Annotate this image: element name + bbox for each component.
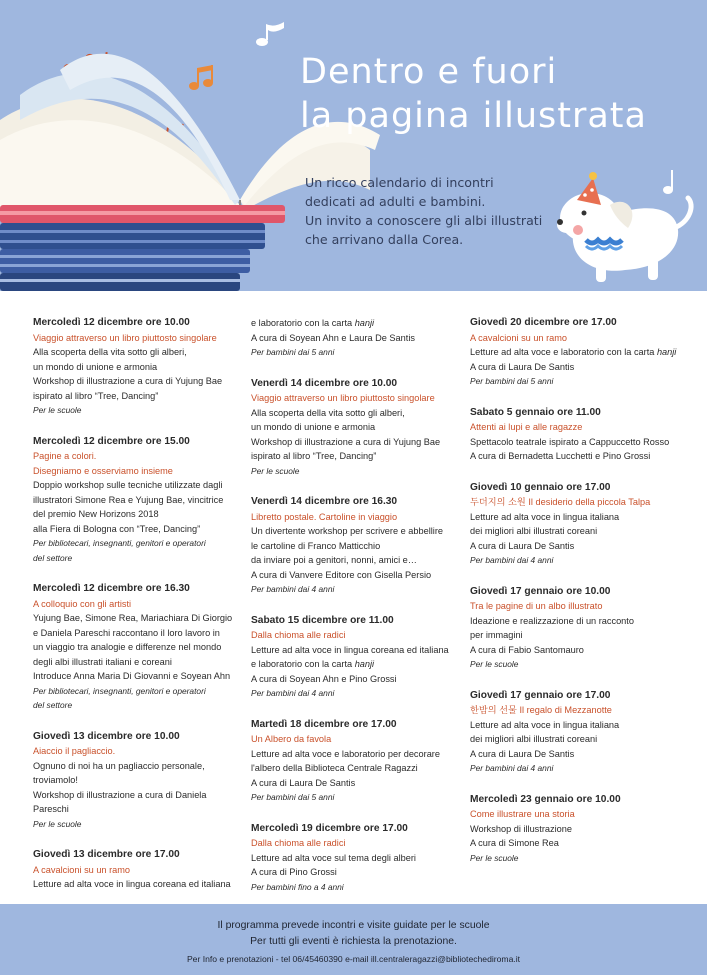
event-entry (33, 316, 243, 418)
event-description: del premio New Horizons 2018 (33, 509, 159, 519)
event-entry (251, 316, 461, 360)
event-description: Workshop di illustrazione a cura di Yujung Bae (251, 436, 441, 447)
event-description: un mondo di unione e armonia (33, 361, 158, 372)
event-description: Alla scoperta della vita sotto gli alberi, (251, 407, 405, 418)
event-audience: Per bambini dai 4 anni (470, 555, 554, 565)
book-stack-icon (0, 205, 285, 291)
intro-line: che arrivano dalla Corea. (305, 232, 464, 247)
music-note-icon (256, 22, 284, 46)
italic-term: hanji (354, 659, 375, 669)
event-description: ispirato al libro “Tree, Dancing” (33, 390, 159, 401)
footer-banner (0, 904, 707, 975)
event-description: ispirato al libro “Tree, Dancing” (251, 451, 377, 461)
program-column (251, 316, 461, 911)
event-date: Mercoledì 12 dicembre ore 16.30 (33, 583, 190, 594)
event-description: dei migliori albi illustrati coreani (470, 526, 598, 536)
event-title: Aiaccio il pagliaccio. (33, 746, 116, 756)
event-audience: Per le scuole (33, 818, 82, 829)
event-title: Viaggio attraverso un libro piuttosto singolare (33, 332, 217, 343)
event-entry (470, 481, 685, 568)
footer-booking-note: Per tutti gli eventi è richiesta la prenotazione. (250, 936, 457, 947)
event-title: Attenti ai lupi e alle ragazze (470, 422, 583, 432)
event-description: troviamolo! (33, 775, 78, 785)
event-audience: Per bambini dai 4 anni (470, 763, 554, 773)
event-audience: Per bambini fino a 4 anni (251, 881, 344, 892)
event-audience: Per bambini dai 4 anni (251, 688, 335, 698)
event-description: Letture ad alta voce in lingua italiana (470, 719, 620, 730)
event-description: A cura di Laura De Santis (470, 748, 575, 759)
event-description: Letture ad alta voce in lingua coreana ed italiana (33, 879, 231, 889)
event-description: Pareschi (33, 804, 69, 814)
italic-term: hanji (354, 318, 375, 328)
event-entry (251, 718, 461, 805)
title-line: Dentro e fuori (300, 52, 558, 92)
event-date: Venerdì 14 dicembre ore 16.30 (251, 496, 398, 507)
event-description: A cura di Soyean Ahn e Pino Grossi (251, 673, 397, 684)
event-date: Sabato 15 dicembre ore 11.00 (251, 614, 394, 626)
event-title: Pagine a colori. (33, 451, 97, 461)
event-entry (470, 689, 685, 776)
event-description: Workshop di illustrazione a cura di Yujung Bae (33, 376, 223, 386)
event-title: Disegniamo e osserviamo insieme (33, 465, 173, 476)
event-audience: Per le scuole (470, 659, 519, 669)
event-date: Venerdì 14 dicembre ore 10.00 (251, 377, 398, 389)
event-description: e laboratorio con la carta hanji (251, 318, 375, 328)
event-description: degli albi illustrati italiani e coreani (33, 656, 172, 667)
event-description: Un divertente workshop per scrivere e abbellire (251, 526, 444, 536)
program-column (33, 316, 243, 909)
event-entry (470, 316, 685, 389)
event-entry (33, 582, 243, 713)
event-audience: Per bibliotecari, insegnanti, genitori e operatori (33, 685, 206, 696)
event-date: Sabato 5 gennaio ore 11.00 (470, 406, 601, 418)
event-description: Ideazione e realizzazione di un racconto (470, 615, 634, 626)
event-title: Dalla chioma alle radici (251, 630, 346, 640)
event-description: Yujung Bae, Simone Rea, Mariachiara Di Giorgio (33, 613, 233, 623)
event-audience: Per le scuole (251, 465, 300, 476)
event-audience: Per le scuole (470, 852, 519, 863)
event-entry (470, 793, 685, 866)
event-entry (33, 730, 243, 832)
program-column (470, 316, 685, 882)
title-line: la pagina illustrata (300, 96, 647, 136)
event-audience: del settore (33, 700, 73, 710)
event-description: A cura di Laura De Santis (470, 361, 575, 372)
event-description: Introduce Anna Maria Di Giovanni e Soyean Ahn (33, 671, 231, 681)
event-title: A colloquio con gli artisti (33, 598, 132, 609)
event-audience: Per bambini dai 5 anni (251, 792, 335, 802)
intro-line: Un ricco calendario di incontri (305, 175, 494, 190)
event-audience: Per bibliotecari, insegnanti, genitori e operatori (33, 538, 206, 548)
event-description: illustratori Simone Rea e Yujung Bae, vincitrice (33, 494, 224, 505)
event-title: Viaggio attraverso un libro piuttosto singolare (251, 393, 435, 403)
page-title (300, 50, 700, 138)
event-description: Letture ad alta voce in lingua italiana (470, 511, 620, 522)
header-banner (0, 0, 707, 291)
event-description: e Daniela Pareschi raccontano il loro lavoro in (33, 627, 220, 638)
event-date: Giovedì 17 gennaio ore 10.00 (470, 585, 611, 597)
event-title: Tra le pagine di un albo illustrato (470, 601, 603, 611)
event-description: A cura di Simone Rea (470, 838, 559, 848)
intro-line: dedicati ad adulti e bambini. (305, 194, 486, 209)
event-description: un mondo di unione e armonia (251, 422, 376, 432)
event-description: Letture ad alta voce e laboratorio con la carta hanji (470, 347, 677, 357)
event-date: Giovedì 20 dicembre ore 17.00 (470, 317, 617, 328)
event-description: e laboratorio con la carta hanji (251, 659, 375, 669)
event-title: Come illustrare una storia (470, 809, 575, 819)
event-description: A cura di Laura De Santis (470, 540, 575, 551)
event-title: 두더지의 소원 Il desiderio della piccola Talpa (470, 497, 651, 507)
music-note-icon (189, 65, 213, 90)
event-date: Mercoledì 12 dicembre ore 10.00 (33, 317, 190, 328)
music-note-icon (663, 170, 673, 194)
event-date: Giovedì 10 gennaio ore 17.00 (470, 481, 611, 493)
event-description: Spettacolo teatrale ispirato a Cappuccetto Rosso (470, 436, 670, 447)
event-date: Giovedì 13 dicembre ore 10.00 (33, 730, 180, 742)
event-audience: Per le scuole (33, 405, 82, 415)
event-description: per immagini (470, 630, 523, 640)
event-audience: Per bambini dai 5 anni (470, 376, 554, 386)
event-title: A cavalcioni su un ramo (33, 864, 131, 875)
event-title: Un Albero da favola (251, 734, 332, 744)
event-date: Giovedì 17 gennaio ore 17.00 (470, 689, 611, 701)
event-entry (470, 585, 685, 672)
event-description: A cura di Soyean Ahn e Laura De Santis (251, 332, 415, 343)
event-date: Mercoledì 19 dicembre ore 17.00 (251, 822, 408, 834)
event-description: Workshop di illustrazione a cura di Daniela (33, 789, 207, 800)
event-description: un viaggio tra analogie e differenze nel mondo (33, 642, 222, 652)
footer-schools-note: Il programma prevede incontri e visite guidate per le scuole (217, 920, 490, 931)
event-entry (33, 435, 243, 566)
event-description: A cura di Laura De Santis (251, 777, 356, 788)
event-description: da inviare poi a genitori, nonni, amici e… (251, 555, 417, 565)
footer-contact-info: Per Info e prenotazioni - tel 06/45460390 e-mail ill.centraleragazzi@bibliotechediroma.it (186, 954, 521, 964)
event-description: A cura di Bernadetta Lucchetti e Pino Grossi (470, 451, 651, 461)
event-audience: Per bambini dai 4 anni (251, 584, 335, 594)
event-description: Letture ad alta voce e laboratorio per decorare (251, 748, 440, 759)
event-description: Letture ad alta voce in lingua coreana ed italiana (251, 644, 449, 655)
event-description: dei migliori albi illustrati coreani (470, 734, 598, 744)
italic-term: hanji (656, 347, 677, 357)
event-description: alla Fiera di Bologna con “Tree, Dancing” (33, 523, 201, 534)
event-entry (251, 495, 461, 597)
event-audience: Per bambini dai 5 anni (251, 347, 335, 357)
event-description: Doppio workshop sulle tecniche utilizzate dagli (33, 480, 223, 490)
event-description: le cartoline di Franco Matticchio (251, 540, 381, 551)
event-title: Dalla chioma alle radici (251, 838, 346, 848)
event-entry (33, 848, 243, 892)
event-entry (251, 377, 461, 479)
event-description: A cura di Pino Grossi (251, 867, 337, 877)
event-description: l'albero della Biblioteca Centrale Ragazzi (251, 763, 418, 773)
event-description: A cura di Fabio Santomauro (470, 644, 584, 655)
event-date: Giovedì 13 dicembre ore 17.00 (33, 849, 180, 860)
event-title: Libretto postale. Cartoline in viaggio (251, 511, 398, 522)
event-title: A cavalcioni su un ramo (470, 332, 568, 343)
event-title: 한밤의 선물 Il regalo di Mezzanotte (470, 705, 612, 715)
event-description: Ognuno di noi ha un pagliaccio personale, (33, 760, 205, 771)
event-entry (470, 406, 685, 464)
intro-text (305, 173, 545, 249)
event-description: A cura di Vanvere Editore con Gisella Persio (251, 569, 432, 580)
event-audience: del settore (33, 552, 73, 563)
event-date: Martedì 18 dicembre ore 17.00 (251, 718, 397, 730)
intro-line: Un invito a conoscere gli albi illustrati (305, 213, 543, 228)
event-description: Letture ad alta voce sul tema degli alberi (251, 852, 416, 863)
event-entry (251, 614, 461, 701)
event-description: Workshop di illustrazione (470, 823, 572, 834)
event-date: Mercoledì 12 dicembre ore 15.00 (33, 435, 190, 447)
event-entry (251, 822, 461, 895)
event-description: Alla scoperta della vita sotto gli alberi, (33, 347, 187, 357)
event-date: Mercoledì 23 gennaio ore 10.00 (470, 793, 621, 805)
